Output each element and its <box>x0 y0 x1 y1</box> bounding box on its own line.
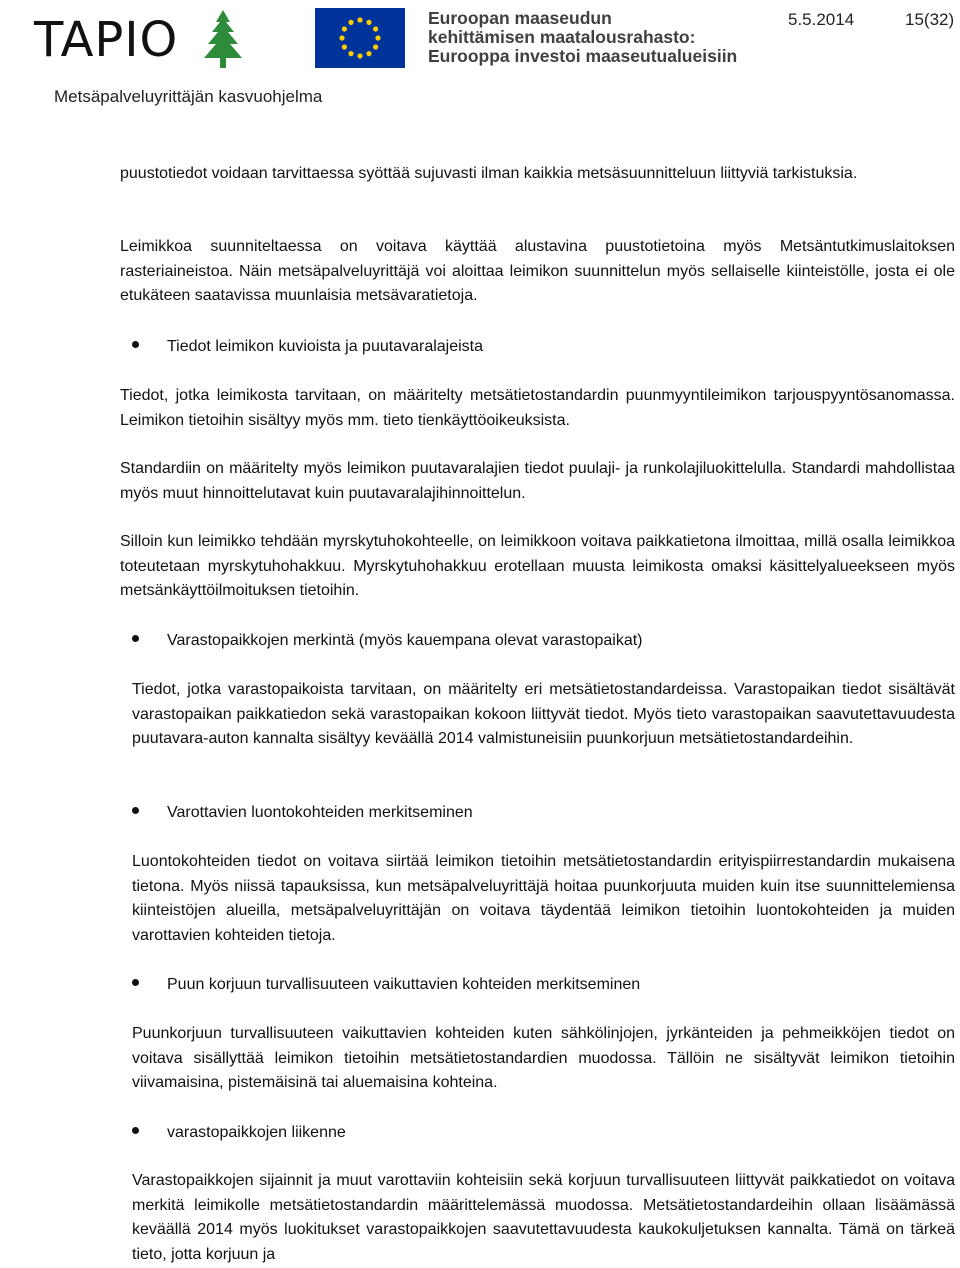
bullet-icon <box>132 807 139 814</box>
bullet-item-1 <box>132 335 932 359</box>
paragraph-6: Tiedot, jotka varastopaikoista tarvitaan, on määritelty eri metsätietostandardeissa. Varastopaikan tiedot sisältävät varastopaikan paikkatiedon sekä varastopaikan kokoon liittyvät tiedot. Myös tieto varastopaikan saavutettavuudesta puutavara-auton kannalta sisältyy keväällä 2014 valmistuneisiin puunkorjuun metsätietostandardeihin. <box>132 681 955 747</box>
bullet-item-5 <box>132 1121 932 1145</box>
bullet-icon <box>132 341 139 348</box>
bullet-icon <box>132 979 139 986</box>
bullet-item-3 <box>132 801 932 825</box>
bullet-item-2-text: Varastopaikkojen merkintä (myös kauempana olevat varastopaikat) <box>167 632 643 649</box>
bullet-item-1-text: Tiedot leimikon kuvioista ja puutavaralajeista <box>167 338 484 355</box>
fund-line-2: kehittämisen maatalousrahasto: <box>428 27 696 47</box>
fund-line-1: Euroopan maaseudun <box>428 8 612 28</box>
page-number: 15(32) <box>905 10 955 29</box>
document-subtitle: Metsäpalveluyrittäjän kasvuohjelma <box>54 87 323 106</box>
paragraph-3: Tiedot, jotka leimikosta tarvitaan, on määritelty metsätietostandardin puunmyyntileimikon tarjouspyyntösanomassa. Leimikon tietoihin sisältyy myös mm. tieto tienkäyttöoikeuksista. <box>120 387 955 429</box>
bullet-item-4 <box>132 973 932 997</box>
paragraph-4: Standardiin on määritelty myös leimikon puutavaralajien tiedot puulaji- ja runkolajiluokittelulla. Standardi mahdollistaa myös muut hinnoittelutavat kuin puutavaralajihinnoittelun. <box>120 460 955 502</box>
paragraph-2: Leimikkoa suunniteltaessa on voitava käyttää alustavina puustotietoina myös Metsäntutkimuslaitoksen rasteriaineistoa. Näin metsäpalveluyrittäjä voi aloittaa leimikon suunnittelun myös sellaiselle kiinteistölle, josta ei ole etukäteen saatavissa muunlaisia metsävaratietoja. <box>120 238 955 304</box>
fund-line-3: Eurooppa investoi maaseutualueisiin <box>428 46 738 66</box>
bullet-icon <box>132 1127 139 1134</box>
paragraph-8: Puunkorjuun turvallisuuteen vaikuttavien kohteiden kuten sähkölinjojen, jyrkänteiden ja pehmeikköjen tiedot on voitava sisällyttää leimikon tietoihin metsätietostandardien muodossa. Tällöin ne sisältyvät leimikon tietoihin viivamaisina, pistemäisinä tai aluemaisina kohteina. <box>132 1025 955 1091</box>
paragraph-1: puustotiedot voidaan tarvittaessa syöttää sujuvasti ilman kaikkia metsäsuunnitteluun liittyviä tarkistuksia. <box>120 165 858 182</box>
paragraph-9: Varastopaikkojen sijainnit ja muut varottaviin kohteisiin sekä korjuun turvallisuuteen liittyvät paikkatiedot on voitava merkitä leimikolle metsätietostandardin määrittelemässä muodossa. Metsätietostandardeihin ollaan lisäämässä keväällä 2014 myös luokitukset varastopaikkojen saavutettavuudesta kaukokuljetuksen kannalta. Tämä on tärkeä tieto, jotta korjuun ja <box>132 1172 955 1263</box>
bullet-item-2 <box>132 629 932 653</box>
paragraph-5: Silloin kun leimikko tehdään myrskytuhokohteelle, on leimikkoon voitava paikkatietona ilmoittaa, millä osalla leimikkoa toteutetaan myrskytuhohakkuu. Myrskytuhohakkuu erotellaan muusta leimikosta omaksi käsittelyalueekseen myös metsänkäyttöilmoituksen tietoihin. <box>120 533 955 599</box>
tapio-logo-text: TAPIO <box>34 12 179 68</box>
bullet-item-3-text: Varottavien luontokohteiden merkitseminen <box>167 804 473 821</box>
bullet-icon <box>132 635 139 642</box>
paragraph-7: Luontokohteiden tiedot on voitava siirtää leimikon tietoihin metsätietostandardin erityispiirrestandardin mukaisena tietona. Myös niissä tapauksissa, kun metsäpalveluyrittäjä hoitaa puunkorjuuta muiden kuin itse suunnittelemiensa kiinteistöjen alueilla, metsäpalveluyrittäjän on voitava täydentää leimikon tietoihin luontokohteiden ja muiden varottavien kohteiden tietoja. <box>132 853 955 944</box>
bullet-item-5-text: varastopaikkojen liikenne <box>167 1124 346 1141</box>
bullet-item-4-text: Puun korjuun turvallisuuteen vaikuttavien kohteiden merkitseminen <box>167 976 641 993</box>
document-date: 5.5.2014 <box>788 10 855 29</box>
